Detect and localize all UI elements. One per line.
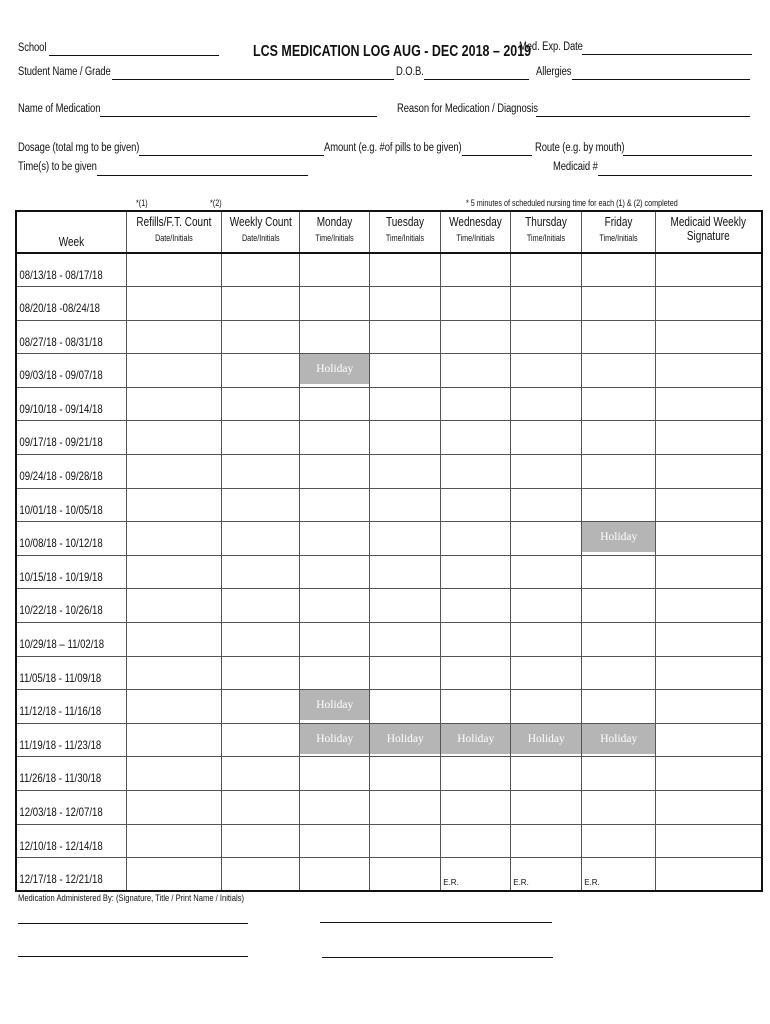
- column-subtitle: Date/Initials: [154, 233, 193, 243]
- entry-cell[interactable]: [656, 320, 762, 354]
- week-label: 12/03/18 - 12/07/18: [19, 805, 103, 819]
- med-exp-field[interactable]: [582, 41, 752, 55]
- week-label: 11/05/18 - 11/09/18: [19, 670, 102, 685]
- entry-cell[interactable]: [370, 354, 441, 388]
- entry-cell[interactable]: [441, 757, 511, 791]
- holiday-label: Holiday: [582, 522, 655, 552]
- entry-cell[interactable]: [582, 354, 656, 388]
- table-row: [16, 690, 762, 724]
- column-header-day-2: [221, 211, 300, 253]
- entry-cell[interactable]: [582, 287, 656, 321]
- dosage-field[interactable]: [139, 142, 324, 156]
- entry-cell[interactable]: [511, 623, 582, 657]
- week-cell: [16, 253, 126, 287]
- entry-cell[interactable]: [441, 623, 511, 657]
- holiday-label: Holiday: [511, 724, 581, 754]
- week-cell: [16, 354, 126, 388]
- week-label: 11/12/18 - 11/16/18: [19, 704, 102, 719]
- entry-cell[interactable]: [300, 387, 370, 421]
- table-row: [16, 522, 762, 556]
- entry-cell[interactable]: [582, 791, 656, 825]
- holiday-cell: [582, 723, 656, 757]
- entry-cell[interactable]: [511, 421, 582, 455]
- entry-cell[interactable]: [582, 421, 656, 455]
- column-title: Medicaid Weekly: [670, 215, 747, 229]
- entry-cell[interactable]: [300, 287, 370, 321]
- dob-field[interactable]: [424, 66, 529, 80]
- dob-label: D.O.B.: [396, 66, 424, 78]
- entry-cell[interactable]: [656, 287, 762, 321]
- holiday-cell: [511, 723, 582, 757]
- entry-cell[interactable]: [511, 824, 582, 858]
- table-row: [16, 488, 762, 522]
- entry-cell[interactable]: [441, 455, 511, 489]
- entry-cell[interactable]: [126, 522, 221, 556]
- week-label: 11/19/18 - 11/23/18: [19, 737, 102, 752]
- column-title: Thursday: [525, 215, 568, 229]
- week-label: 09/10/18 - 09/14/18: [19, 401, 103, 416]
- entry-cell[interactable]: [656, 354, 762, 388]
- entry-cell[interactable]: [656, 555, 762, 589]
- entry-cell[interactable]: [126, 690, 221, 724]
- medicaid-label: Medicaid #: [553, 161, 598, 173]
- week-label: 10/29/18 – 11/02/18: [19, 637, 105, 652]
- holiday-cell: [300, 354, 370, 388]
- entry-cell[interactable]: [126, 589, 221, 623]
- entry-cell[interactable]: [300, 320, 370, 354]
- week-cell: [16, 387, 126, 421]
- column-title: Weekly Count: [229, 215, 292, 229]
- entry-cell[interactable]: [441, 253, 511, 287]
- entry-cell[interactable]: [221, 791, 300, 825]
- entry-cell[interactable]: [582, 824, 656, 858]
- table-row: [16, 253, 762, 287]
- entry-cell[interactable]: [582, 455, 656, 489]
- week-cell: [16, 455, 126, 489]
- medication-log-table: [15, 210, 763, 892]
- entry-cell[interactable]: [221, 589, 300, 623]
- entry-cell[interactable]: [221, 522, 300, 556]
- week-label: 08/27/18 - 08/31/18: [19, 334, 103, 349]
- entry-cell[interactable]: [221, 690, 300, 724]
- entry-cell[interactable]: [221, 421, 300, 455]
- holiday-label: Holiday: [300, 690, 369, 720]
- column-title: Week: [58, 235, 85, 249]
- entry-cell[interactable]: [221, 253, 300, 287]
- entry-cell[interactable]: [370, 253, 441, 287]
- entry-cell[interactable]: [441, 656, 511, 690]
- column-header-day-5: [441, 211, 511, 253]
- week-cell: [16, 555, 126, 589]
- entry-cell[interactable]: [221, 354, 300, 388]
- week-label: 11/26/18 - 11/30/18: [19, 771, 102, 786]
- route-label: Route (e.g. by mouth): [535, 142, 625, 154]
- entry-cell[interactable]: [126, 455, 221, 489]
- holiday-cell: [441, 723, 511, 757]
- amount-label: Amount (e.g. #of pills to be given): [324, 142, 462, 154]
- week-cell: [16, 488, 126, 522]
- entry-cell[interactable]: [511, 354, 582, 388]
- week-label: 10/01/18 - 10/05/18: [19, 502, 103, 517]
- signature-line-4[interactable]: [322, 957, 553, 958]
- entry-cell[interactable]: [511, 858, 582, 892]
- entry-cell[interactable]: [221, 723, 300, 757]
- entry-cell[interactable]: [300, 623, 370, 657]
- entry-cell[interactable]: [441, 690, 511, 724]
- column-header-day-6: [511, 211, 582, 253]
- entry-cell[interactable]: [582, 253, 656, 287]
- week-cell: [16, 757, 126, 791]
- holiday-cell: [370, 723, 441, 757]
- times-label: Time(s) to be given: [18, 161, 97, 173]
- entry-cell[interactable]: [441, 858, 511, 892]
- entry-cell[interactable]: [300, 421, 370, 455]
- column-subtitle: Date/Initials: [241, 233, 280, 243]
- entry-cell[interactable]: [656, 455, 762, 489]
- holiday-cell: [300, 690, 370, 724]
- week-cell: [16, 421, 126, 455]
- entry-cell[interactable]: [511, 253, 582, 287]
- entry-cell[interactable]: [582, 488, 656, 522]
- entry-cell[interactable]: [656, 824, 762, 858]
- entry-cell[interactable]: [221, 387, 300, 421]
- table-row: [16, 455, 762, 489]
- table-row: [16, 320, 762, 354]
- entry-cell[interactable]: [126, 723, 221, 757]
- entry-cell[interactable]: [300, 555, 370, 589]
- column-subtitle: Time/Initials: [386, 233, 425, 243]
- table-row: [16, 656, 762, 690]
- entry-cell[interactable]: [300, 589, 370, 623]
- entry-cell[interactable]: [656, 522, 762, 556]
- week-label: 09/17/18 - 09/21/18: [19, 435, 103, 450]
- column-title: Refills/F.T. Count: [136, 215, 212, 229]
- entry-cell[interactable]: [511, 522, 582, 556]
- entry-cell[interactable]: [511, 656, 582, 690]
- entry-cell[interactable]: [221, 455, 300, 489]
- entry-cell[interactable]: [126, 757, 221, 791]
- table-row: [16, 287, 762, 321]
- administered-by-label: Medication Administered By: (Signature, Title / Print Name / Initials): [18, 893, 244, 904]
- entry-cell[interactable]: [511, 555, 582, 589]
- week-label: 09/03/18 - 09/07/18: [19, 368, 103, 383]
- column-header-day-3: [300, 211, 370, 253]
- dosage-label: Dosage (total mg to be given): [18, 142, 140, 154]
- holiday-cell: [300, 723, 370, 757]
- column-subtitle: Time/Initials: [456, 233, 495, 243]
- entry-cell[interactable]: [656, 623, 762, 657]
- holiday-label: Holiday: [300, 724, 369, 754]
- table-row: [16, 791, 762, 825]
- entry-cell[interactable]: [441, 522, 511, 556]
- entry-cell[interactable]: [221, 858, 300, 892]
- week-cell: [16, 287, 126, 321]
- table-row: [16, 757, 762, 791]
- table-row: [16, 387, 762, 421]
- entry-cell[interactable]: [370, 623, 441, 657]
- column-header-week: [16, 211, 126, 253]
- note-nursing-time: * 5 minutes of scheduled nursing time for each (1) & (2) completed: [466, 198, 678, 208]
- column-title: Tuesday: [386, 215, 425, 229]
- entry-cell[interactable]: [221, 320, 300, 354]
- note-weekly: *(2): [210, 198, 222, 208]
- entry-cell[interactable]: [656, 253, 762, 287]
- column-title: Wednesday: [449, 215, 503, 229]
- table-header-row: [16, 211, 762, 253]
- entry-cell[interactable]: [370, 421, 441, 455]
- entry-cell[interactable]: [126, 354, 221, 388]
- column-title: Friday: [604, 215, 633, 229]
- entry-cell[interactable]: [300, 757, 370, 791]
- reason-label: Reason for Medication / Diagnosis: [397, 103, 538, 115]
- medicaid-field[interactable]: [598, 161, 752, 176]
- entry-cell[interactable]: [370, 858, 441, 892]
- entry-cell[interactable]: [300, 791, 370, 825]
- entry-cell[interactable]: [582, 589, 656, 623]
- week-cell: [16, 589, 126, 623]
- week-cell: [16, 723, 126, 757]
- entry-cell[interactable]: [441, 287, 511, 321]
- week-label: 10/22/18 - 10/26/18: [19, 603, 103, 618]
- student-label: Student Name / Grade: [18, 66, 111, 78]
- column-subtitle: Time/Initials: [599, 233, 638, 243]
- entry-cell[interactable]: [370, 791, 441, 825]
- entry-cell[interactable]: [511, 589, 582, 623]
- table-row: [16, 858, 762, 892]
- entry-cell[interactable]: [511, 690, 582, 724]
- entry-cell[interactable]: [126, 791, 221, 825]
- entry-cell[interactable]: [126, 858, 221, 892]
- entry-cell[interactable]: [582, 555, 656, 589]
- column-header-day-8: [656, 211, 762, 253]
- entry-cell[interactable]: [370, 656, 441, 690]
- column-subtitle: Signature: [687, 229, 730, 243]
- entry-cell[interactable]: [221, 656, 300, 690]
- entry-cell[interactable]: [221, 757, 300, 791]
- entry-cell[interactable]: [511, 488, 582, 522]
- holiday-label: Holiday: [582, 724, 655, 754]
- entry-cell[interactable]: [300, 488, 370, 522]
- entry-cell[interactable]: [441, 824, 511, 858]
- column-title: Monday: [316, 215, 353, 229]
- entry-cell[interactable]: [126, 320, 221, 354]
- week-cell: [16, 858, 126, 892]
- entry-cell[interactable]: [441, 387, 511, 421]
- entry-cell[interactable]: [582, 757, 656, 791]
- entry-cell[interactable]: [370, 287, 441, 321]
- entry-cell[interactable]: [582, 656, 656, 690]
- entry-cell[interactable]: [656, 387, 762, 421]
- entry-cell[interactable]: [370, 522, 441, 556]
- entry-cell[interactable]: [582, 320, 656, 354]
- school-field[interactable]: [49, 42, 219, 56]
- entry-cell[interactable]: [582, 387, 656, 421]
- school-label: School: [18, 42, 47, 54]
- entry-cell[interactable]: [511, 387, 582, 421]
- med-exp-label: Med. Exp. Date: [519, 41, 583, 53]
- week-cell: [16, 791, 126, 825]
- week-cell: [16, 690, 126, 724]
- entry-cell[interactable]: [441, 488, 511, 522]
- table-row: [16, 421, 762, 455]
- entry-cell[interactable]: [370, 455, 441, 489]
- holiday-label: Holiday: [441, 724, 510, 754]
- column-header-day-7: [582, 211, 656, 253]
- table-row: [16, 555, 762, 589]
- signature-line-1[interactable]: [18, 923, 248, 924]
- column-header-day-4: [370, 211, 441, 253]
- entry-cell[interactable]: [656, 690, 762, 724]
- entry-cell[interactable]: [221, 555, 300, 589]
- entry-cell[interactable]: [511, 320, 582, 354]
- entry-cell[interactable]: [582, 858, 656, 892]
- entry-cell[interactable]: [126, 555, 221, 589]
- entry-cell[interactable]: [300, 253, 370, 287]
- table-row: [16, 589, 762, 623]
- amount-field[interactable]: [462, 142, 532, 156]
- entry-cell[interactable]: [126, 253, 221, 287]
- column-header-day-1: [126, 211, 221, 253]
- column-subtitle: Time/Initials: [315, 233, 354, 243]
- table-row: [16, 354, 762, 388]
- entry-cell[interactable]: [441, 354, 511, 388]
- week-label: 10/08/18 - 10/12/18: [19, 536, 103, 551]
- week-cell: [16, 824, 126, 858]
- entry-cell[interactable]: [441, 791, 511, 825]
- entry-cell[interactable]: [511, 287, 582, 321]
- entry-cell[interactable]: [300, 858, 370, 892]
- note-refills: *(1): [136, 198, 148, 208]
- er-label: E.R.: [443, 878, 459, 888]
- entry-cell[interactable]: [370, 555, 441, 589]
- entry-cell[interactable]: [441, 320, 511, 354]
- table-row: [16, 623, 762, 657]
- week-cell: [16, 522, 126, 556]
- week-label: 10/15/18 - 10/19/18: [19, 569, 103, 584]
- er-label: E.R.: [513, 878, 529, 888]
- table-row: [16, 723, 762, 757]
- entry-cell[interactable]: [441, 421, 511, 455]
- entry-cell[interactable]: [221, 824, 300, 858]
- entry-cell[interactable]: [126, 656, 221, 690]
- entry-cell[interactable]: [656, 858, 762, 892]
- reason-field[interactable]: [536, 103, 750, 117]
- signature-line-3[interactable]: [18, 956, 248, 957]
- entry-cell[interactable]: [582, 623, 656, 657]
- entry-cell[interactable]: [656, 421, 762, 455]
- holiday-cell: [582, 522, 656, 556]
- entry-cell[interactable]: [441, 555, 511, 589]
- entry-cell[interactable]: [221, 488, 300, 522]
- entry-cell[interactable]: [656, 791, 762, 825]
- entry-cell[interactable]: [370, 387, 441, 421]
- week-cell: [16, 320, 126, 354]
- medication-field[interactable]: [100, 103, 377, 117]
- entry-cell[interactable]: [656, 757, 762, 791]
- page-title: LCS MEDICATION LOG AUG - DEC 2018 – 2019: [253, 43, 532, 60]
- entry-cell[interactable]: [511, 757, 582, 791]
- medication-label: Name of Medication: [18, 103, 101, 115]
- entry-cell[interactable]: [126, 623, 221, 657]
- entry-cell[interactable]: [126, 421, 221, 455]
- entry-cell[interactable]: [300, 824, 370, 858]
- entry-cell[interactable]: [370, 589, 441, 623]
- allergies-field[interactable]: [572, 66, 750, 80]
- entry-cell[interactable]: [656, 488, 762, 522]
- entry-cell[interactable]: [582, 690, 656, 724]
- route-field[interactable]: [623, 142, 752, 156]
- times-field[interactable]: [97, 161, 308, 176]
- entry-cell[interactable]: [656, 589, 762, 623]
- entry-cell[interactable]: [221, 623, 300, 657]
- entry-cell[interactable]: [370, 824, 441, 858]
- entry-cell[interactable]: [370, 690, 441, 724]
- entry-cell[interactable]: [370, 320, 441, 354]
- entry-cell[interactable]: [370, 757, 441, 791]
- column-subtitle: Time/Initials: [527, 233, 566, 243]
- entry-cell[interactable]: [126, 824, 221, 858]
- week-label: 12/17/18 - 12/21/18: [19, 872, 103, 887]
- entry-cell[interactable]: [300, 656, 370, 690]
- entry-cell[interactable]: [126, 488, 221, 522]
- entry-cell[interactable]: [221, 287, 300, 321]
- holiday-label: Holiday: [300, 354, 369, 384]
- entry-cell[interactable]: [300, 522, 370, 556]
- entry-cell[interactable]: [656, 723, 762, 757]
- week-label: 12/10/18 - 12/14/18: [19, 838, 103, 853]
- week-cell: [16, 656, 126, 690]
- student-field[interactable]: [112, 66, 394, 80]
- entry-cell[interactable]: [370, 488, 441, 522]
- er-label: E.R.: [584, 878, 600, 888]
- entry-cell[interactable]: [441, 589, 511, 623]
- entry-cell[interactable]: [511, 455, 582, 489]
- allergies-label: Allergies: [536, 66, 572, 78]
- entry-cell[interactable]: [656, 656, 762, 690]
- entry-cell[interactable]: [511, 791, 582, 825]
- entry-cell[interactable]: [126, 287, 221, 321]
- entry-cell[interactable]: [300, 455, 370, 489]
- entry-cell[interactable]: [126, 387, 221, 421]
- holiday-label: Holiday: [370, 724, 440, 754]
- week-label: 09/24/18 - 09/28/18: [19, 469, 103, 484]
- week-label: 08/13/18 - 08/17/18: [19, 268, 103, 282]
- week-cell: [16, 623, 126, 657]
- signature-line-2[interactable]: [320, 922, 552, 923]
- table-row: [16, 824, 762, 858]
- week-label: 08/20/18 -08/24/18: [19, 301, 101, 316]
